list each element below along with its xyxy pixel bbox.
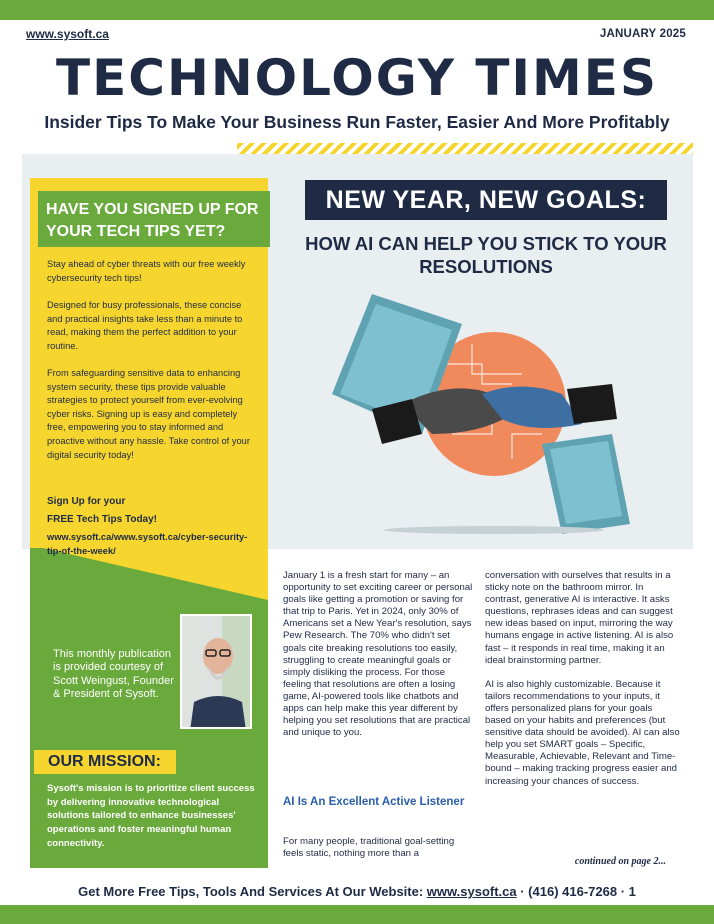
footer-website-link[interactable]: www.sysoft.ca	[426, 884, 517, 899]
mission-text: Sysoft's mission is to prioritize client success by delivering innovative technological solutions tailored to enhance businesses' operations and foster meaningful human connectivity.	[47, 783, 255, 849]
footer-bar-text	[0, 884, 714, 899]
footer-prefix: Get More Free Tips, Tools And Services At Our Website:	[78, 884, 427, 899]
founder-photo	[180, 614, 252, 729]
issue-date: JANUARY 2025	[599, 28, 686, 40]
signup-heading: HAVE YOU SIGNED UP FOR YOUR TECH TIPS YET?	[38, 191, 270, 247]
signup-paragraph-3: From safeguarding sensitive data to enhancing system security, these tips provide valuable strategies to protect yourself from ever-evolving cyber risks. Signing up is easy and completely free, empowering you to stay informed and proactive without any hassle. Take control of your digital security today!	[47, 368, 250, 460]
handshake-illustration	[312, 284, 676, 540]
article-column-2	[485, 570, 680, 800]
article-paragraph: January 1 is a fresh start for many – an opportunity to set exciting career or personal goals like getting a promotion or saving for that trip to Paris. Yet in 2024, only 30% of Americans set a New Year's resolution, says Pew Research. The 70% who didn't set goals cite breaking resolutions too easily, struggling to create meaningful goals or simply disliking the process. For those feeling that resolutions are often a losing game, AI-powered tools like chatbots and apps can help make this year different by helping you set resolutions that are practical and unique to you.	[283, 570, 473, 739]
article-paragraph: For many people, traditional goal-setting feels static, nothing more than a	[283, 836, 455, 860]
article-column-1	[283, 570, 475, 751]
article-paragraph: conversation with ourselves that results in a sticky note on the bathroom mirror. In contrast, generative AI is interactive. It asks questions, rephrases ideas and can suggest new ideas based on input, mirroring the way humans engage in active listening. AI is also fast – it responds in real time, making it an ideal brainstorming partner.	[485, 570, 674, 666]
article-subheadline: HOW AI CAN HELP YOU STICK TO YOUR RESOLUTIONS	[305, 233, 667, 277]
bottom-accent-bar	[0, 905, 714, 924]
top-accent-bar	[0, 0, 714, 20]
signup-paragraph-1: Stay ahead of cyber threats with our free weekly cybersecurity tech tips!	[47, 259, 246, 283]
article-headline: NEW YEAR, NEW GOALS:	[305, 180, 667, 220]
website-link[interactable]: www.sysoft.ca	[26, 27, 109, 41]
continued-note: continued on page 2...	[574, 856, 666, 867]
courtesy-note: This monthly publication is provided courtesy of Scott Weingust, Founder & President of Sysoft.	[53, 648, 174, 701]
masthead-title: TECHNOLOGY TIMES	[56, 49, 658, 107]
cta-line-2: FREE Tech Tips Today!	[47, 514, 158, 525]
cta-link[interactable]: www.sysoft.ca/www.sysoft.ca/cyber-security-tip-of-the-week/	[47, 532, 248, 556]
mission-heading: OUR MISSION:	[34, 750, 176, 774]
signup-paragraph-2: Designed for busy professionals, these concise and practical insights take less than a minute to read, making them the perfect addition to your routine.	[47, 300, 243, 351]
section-heading: AI Is An Excellent Active Listener	[283, 796, 465, 808]
masthead-tagline: Insider Tips To Make Your Business Run Faster, Easier And More Profitably	[44, 112, 670, 132]
footer-phone-page: · (416) 416-7268 · 1	[516, 884, 636, 899]
cta-line-1: Sign Up for your	[47, 496, 126, 507]
article-paragraph: AI is also highly customizable. Because it tailors recommendations to your inputs, it offers personalized plans for your goals based on your habits and preferences (but sensitive data should be avoided). AI can also help you set SMART goals – Specific, Measurable, Achievable, Relevant and Time-bound – making tracking progress easier and increasing your chances of success.	[485, 678, 680, 787]
